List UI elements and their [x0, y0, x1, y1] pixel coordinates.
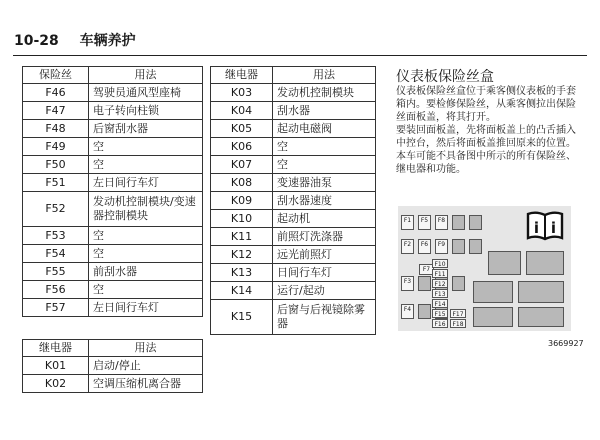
relay-usage: 起动电磁阀 [273, 120, 376, 138]
column-header-usage: 用法 [89, 67, 203, 84]
fuse-usage: 左日间行车灯 [89, 174, 203, 192]
fuse-slot-empty [418, 304, 431, 319]
relay-table-left [22, 339, 203, 393]
fuse-id: F54 [23, 245, 89, 263]
fuse-usage: 发动机控制模块/变速器控制模块 [89, 192, 203, 227]
fuse-slot: F14 [432, 299, 448, 308]
relay-usage: 日间行车灯 [273, 264, 376, 282]
fuse-slot: F15 [432, 309, 448, 318]
table-row [211, 120, 376, 138]
relay-id: K11 [211, 228, 273, 246]
relay-block [526, 251, 564, 275]
fuse-id: F48 [23, 120, 89, 138]
fuse-slot: F18 [450, 319, 466, 328]
fuse-usage: 电子转向柱锁 [89, 102, 203, 120]
fuse-id: F49 [23, 138, 89, 156]
fuse-slot: F13 [432, 289, 448, 298]
section-title: 仪表板保险丝盒 [396, 69, 494, 85]
table-row [211, 156, 376, 174]
fuse-usage: 驾驶员通风型座椅 [89, 84, 203, 102]
table-row [211, 84, 376, 102]
column-header-usage: 用法 [273, 67, 376, 84]
table-row [23, 375, 203, 393]
relay-id: K12 [211, 246, 273, 264]
table-row [23, 120, 203, 138]
relay-usage: 后窗与后视镜除雾器 [273, 300, 376, 335]
paragraph-location: 仪表板保险丝盒位于乘客侧仪表板的手套箱内。要检修保险丝，从乘客侧拉出保险丝面板盖，将其打开。 [396, 86, 576, 123]
relay-usage: 远光前照灯 [273, 246, 376, 264]
fuse-id: F52 [23, 192, 89, 227]
column-header-relay: 继电器 [211, 67, 273, 84]
table-row [211, 174, 376, 192]
relay-block [473, 307, 513, 327]
manual-book-info-icon [526, 211, 564, 241]
fuse-usage: 前刮水器 [89, 263, 203, 281]
fuse-slot: F8 [435, 215, 448, 230]
fuse-usage: 后窗刮水器 [89, 120, 203, 138]
relay-block [518, 307, 564, 327]
fuse-box-diagram [398, 206, 571, 331]
fuse-id: F53 [23, 227, 89, 245]
table-row [211, 228, 376, 246]
fuse-usage: 空 [89, 227, 203, 245]
fuse-id: F50 [23, 156, 89, 174]
relay-block [488, 251, 521, 275]
fuse-id: F55 [23, 263, 89, 281]
table-row [211, 192, 376, 210]
relay-id: K06 [211, 138, 273, 156]
paragraph-note: 本车可能不具备图中所示的所有保险丝、继电器和功能。 [396, 151, 576, 175]
chapter-title: 车辆养护 [79, 33, 136, 49]
relay-usage: 刮水器速度 [273, 192, 376, 210]
fuse-slot-empty [452, 239, 465, 254]
relay-id: K01 [23, 357, 89, 375]
fuse-slot: F6 [418, 239, 431, 254]
column-header-fuse: 保险丝 [23, 67, 89, 84]
table-row [23, 357, 203, 375]
relay-id: K03 [211, 84, 273, 102]
table-row [23, 102, 203, 120]
fuse-slot: F17 [450, 309, 466, 318]
table-row [23, 192, 203, 227]
relay-usage: 启动/停止 [89, 357, 203, 375]
relay-id: K08 [211, 174, 273, 192]
fuse-slot: F7 [419, 264, 434, 275]
paragraph-reinstall: 要装回面板盖，先将面板盖上的凸舌插入中控台，然后将面板盖推回原来的位置。 [396, 125, 576, 149]
table-row [211, 300, 376, 335]
relay-id: K02 [23, 375, 89, 393]
relay-usage: 空 [273, 138, 376, 156]
fuse-slot: F9 [435, 239, 448, 254]
fuse-usage: 左日间行车灯 [89, 299, 203, 317]
section-body [396, 85, 584, 176]
relay-id: K14 [211, 282, 273, 300]
svg-text:i: i [550, 219, 557, 237]
fuse-usage: 空 [89, 156, 203, 174]
fuse-slot: F16 [432, 319, 448, 328]
relay-usage: 前照灯洗涤器 [273, 228, 376, 246]
relay-usage: 起动机 [273, 210, 376, 228]
fuse-slot-empty [469, 239, 482, 254]
relay-usage: 变速器油泵 [273, 174, 376, 192]
table-row [211, 246, 376, 264]
relay-id: K13 [211, 264, 273, 282]
page-number: 10-28 [14, 33, 59, 49]
table-row [211, 138, 376, 156]
table-row [211, 282, 376, 300]
table-row [211, 210, 376, 228]
figure-number: 3669927 [548, 339, 584, 348]
fuse-id: F57 [23, 299, 89, 317]
fuse-slot: F10 [432, 259, 448, 268]
fuse-usage: 空 [89, 245, 203, 263]
relay-id: K04 [211, 102, 273, 120]
relay-usage: 运行/起动 [273, 282, 376, 300]
table-row [23, 138, 203, 156]
relay-table-right [210, 66, 376, 335]
fuse-slot: F4 [401, 304, 414, 319]
relay-id: K05 [211, 120, 273, 138]
fuse-usage: 空 [89, 138, 203, 156]
relay-id: K09 [211, 192, 273, 210]
relay-usage: 空调压缩机离合器 [89, 375, 203, 393]
page-header [14, 30, 136, 50]
table-row [23, 299, 203, 317]
table-row [23, 245, 203, 263]
fuse-slot-empty [469, 215, 482, 230]
table-row [23, 156, 203, 174]
relay-usage: 空 [273, 156, 376, 174]
relay-block [473, 281, 513, 303]
fuse-usage: 空 [89, 281, 203, 299]
relay-usage: 发动机控制模块 [273, 84, 376, 102]
fuse-slot-empty [452, 276, 465, 291]
fuse-slot: F11 [432, 269, 448, 278]
relay-usage: 刮水器 [273, 102, 376, 120]
relay-id: K07 [211, 156, 273, 174]
fuse-id: F47 [23, 102, 89, 120]
table-row [23, 174, 203, 192]
fuse-id: F51 [23, 174, 89, 192]
fuse-id: F56 [23, 281, 89, 299]
fuse-slot-empty [418, 276, 431, 291]
svg-text:i: i [533, 219, 540, 237]
table-row [23, 84, 203, 102]
fuse-id: F46 [23, 84, 89, 102]
fuse-slot: F3 [401, 276, 414, 291]
fuse-slot: F1 [401, 215, 414, 230]
relay-id: K15 [211, 300, 273, 335]
table-row [211, 102, 376, 120]
table-row [211, 264, 376, 282]
relay-id: K10 [211, 210, 273, 228]
table-row [23, 263, 203, 281]
header-rule [13, 55, 587, 56]
fuse-slot: F2 [401, 239, 414, 254]
fuse-slot: F12 [432, 279, 448, 288]
table-row [23, 281, 203, 299]
column-header-usage: 用法 [89, 340, 203, 357]
fuse-slot-empty [452, 215, 465, 230]
fuse-table [22, 66, 203, 317]
fuse-slot: F5 [418, 215, 431, 230]
table-row [23, 227, 203, 245]
column-header-relay: 继电器 [23, 340, 89, 357]
relay-block [518, 281, 564, 303]
